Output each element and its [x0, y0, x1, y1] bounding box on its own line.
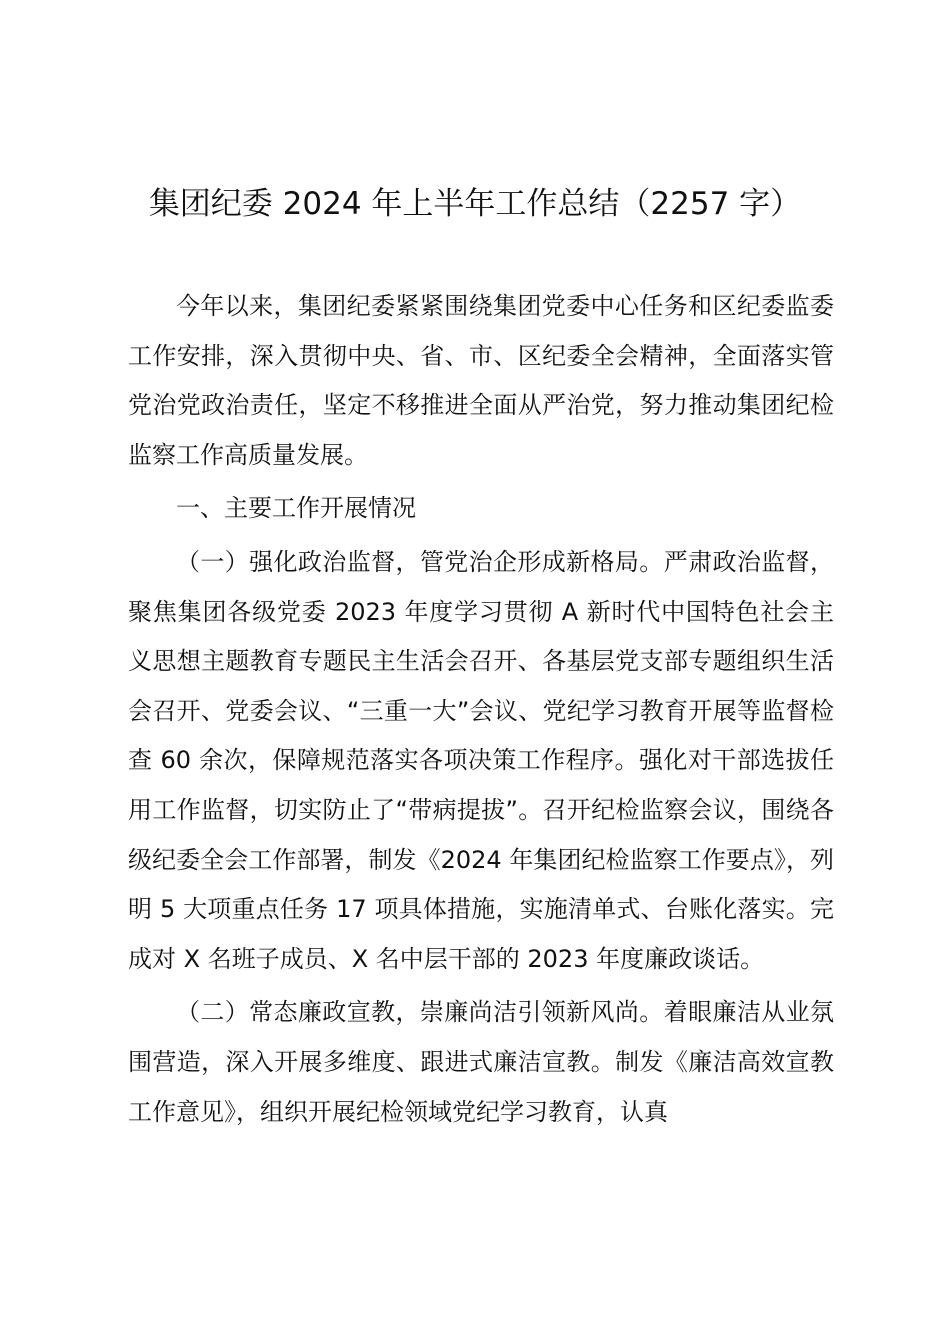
document-title: 集团纪委 2024 年上半年工作总结（2257 字）: [148, 186, 802, 222]
body-paragraph: （二）常态廉政宣教，崇廉尚洁引领新风尚。着眼廉洁从业氛围营造，深入开展多维度、跟进式廉洁宣教。制发《廉洁高效宣教工作意见》，组织开展纪检领域党纪学习教育，认真: [128, 998, 834, 1126]
intro-paragraph: 今年以来，集团纪委紧紧围绕集团党委中心任务和区纪委监委工作安排，深入贯彻中央、省、市、区纪委全会精神，全面落实管党治党政治责任，坚定不移推进全面从严治党，努力推动集团纪检监察工作高质量发展。: [128, 292, 834, 469]
section-heading: 一、主要工作开展情况: [176, 494, 416, 523]
body-paragraph: （一）强化政治监督，管党治企形成新格局。严肃政治监督，聚焦集团各级党委 2023 年度学习贯彻 A 新时代中国特色社会主义思想主题教育专题民主生活会召开、各基层党支部专题组织生活会召开、党委会议、“三重一大”会议、党纪学习教育开展等监督检查 60 余次，保障规范落实各项决策工作程序。强化对干部选拔任用工作监督，切实防止了“带病提拔”。召开纪检监察会议，围绕各级纪委全会工作部署，制发《2024 年集团纪检监察工作要点》，列明 5 大项重点任务 17 项具体措施，实施清单式、台账化落实。完成对 X 名班子成员、X 名中层干部的 2023 年度廉政谈话。: [128, 547, 834, 973]
document-body: [128, 282, 834, 1137]
